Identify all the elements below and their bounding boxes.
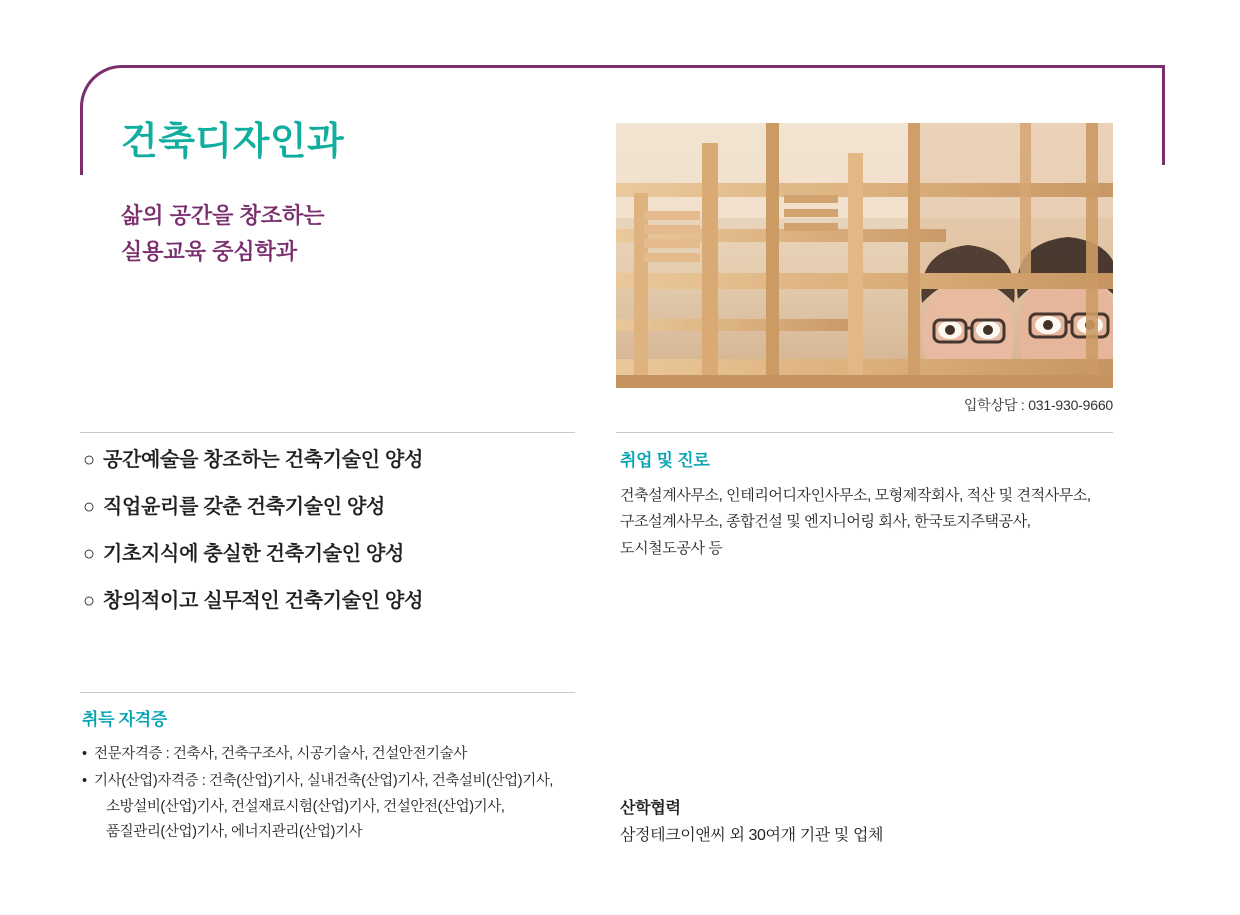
admission-contact: 입학상담 : 031-930-9660 — [963, 397, 1113, 413]
goal-text: 공간예술을 창조하는 건축기술인 양성 — [103, 449, 424, 471]
divider-left-certificates — [80, 692, 575, 693]
career-section-body — [620, 483, 1120, 562]
department-subtitle-line-1: 삶의 공간을 창조하는 — [121, 203, 325, 228]
career-line-3: 도시철도공사 등 — [620, 539, 723, 557]
bullet-icon: • — [82, 773, 87, 790]
department-subtitle — [121, 198, 325, 271]
certificate-text: 전문자격증 : 건축사, 건축구조사, 시공기술사, 건설안전기술사 — [94, 746, 467, 762]
cooperation-heading: 산학협력 — [620, 800, 681, 817]
certificate-text-cont: 품질관리(산업)기사, 에너지관리(산업)기사 — [106, 824, 363, 841]
certificate-text-cont: 소방설비(산업)기사, 건설재료시험(산업)기사, 건설안전(산업)기사, — [106, 798, 505, 815]
list-item — [82, 769, 602, 845]
goal-bullet-icon: ○ — [83, 496, 95, 518]
goal-text: 기초지식에 충실한 건축기술인 양성 — [103, 543, 405, 565]
list-item — [83, 591, 593, 611]
goal-bullet-icon: ○ — [83, 543, 95, 565]
department-subtitle-line-2: 실용교육 중심학과 — [121, 239, 298, 265]
cooperation-text: 삼정테크이앤씨 외 30여개 기관 및 업체 — [620, 827, 884, 844]
education-goals-list — [83, 450, 593, 638]
goal-text: 창의적이고 실무적인 건축기술인 양성 — [103, 590, 424, 612]
divider-left-top — [80, 432, 575, 433]
career-line-2: 구조설계사무소, 종합건설 및 엔지니어링 회사, 한국토지주택공사, — [620, 513, 1031, 531]
divider-right-top — [616, 432, 1113, 433]
photo-illustration — [616, 123, 1113, 388]
career-line-1: 건축설계사무소, 인테리어디자인사무소, 모형제작회사, 적산 및 견적사무소, — [620, 487, 1091, 504]
bullet-icon: • — [82, 746, 87, 762]
goal-bullet-icon: ○ — [83, 590, 95, 612]
certificates-section-heading: 취득 자격증 — [82, 710, 168, 729]
list-item — [83, 544, 593, 564]
decorative-frame-right-edge — [1162, 65, 1165, 165]
list-item — [82, 742, 602, 767]
department-photo — [616, 123, 1113, 388]
goal-text: 직업윤리를 갖춘 건축기술인 양성 — [103, 496, 386, 518]
page-title: 건축디자인과 — [121, 121, 345, 163]
certificates-list — [82, 742, 602, 848]
career-section-heading: 취업 및 진로 — [620, 451, 710, 470]
goal-bullet-icon: ○ — [83, 449, 95, 471]
list-item — [83, 497, 593, 517]
certificate-text: 기사(산업)자격증 : 건축(산업)기사, 실내건축(산업)기사, 건축설비(산업)기사, — [94, 773, 554, 790]
list-item — [83, 450, 593, 470]
